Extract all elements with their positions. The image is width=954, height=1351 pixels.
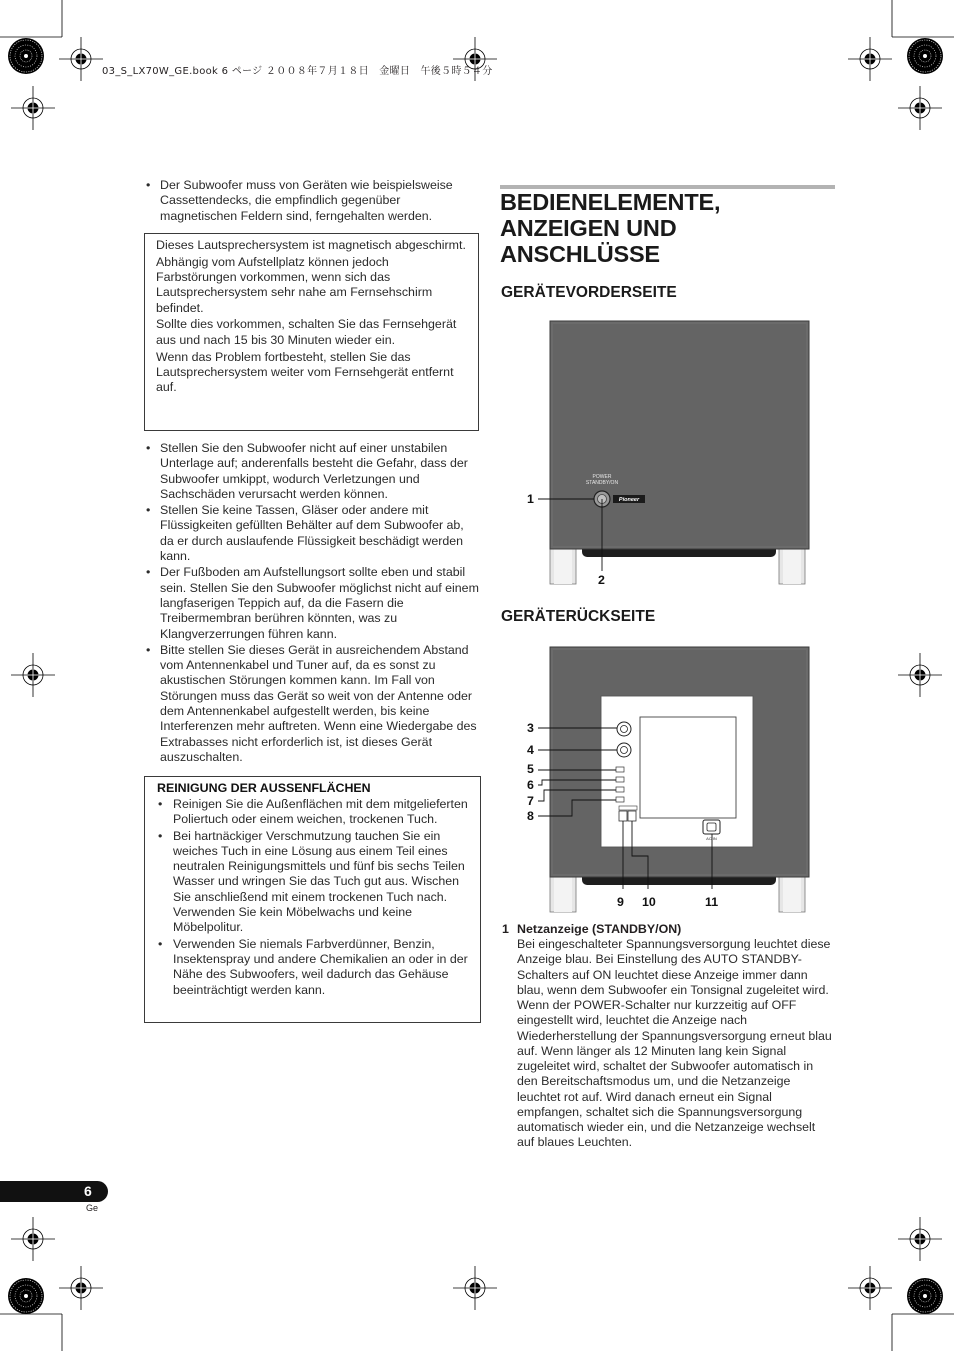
callout-11: 11 bbox=[705, 895, 719, 909]
callout-5: 5 bbox=[527, 762, 534, 776]
notice-box bbox=[144, 233, 479, 431]
standby-label: STANDBY/ON bbox=[585, 480, 619, 486]
callout-6: 6 bbox=[527, 778, 534, 792]
registration-crossmark bbox=[848, 37, 892, 81]
file-header: 03_S_LX70W_GE.book 6 ページ ２００８年７月１８日 金曜日 午後５時５４分 bbox=[102, 66, 493, 77]
registration-crossmark bbox=[848, 1266, 892, 1310]
registration-crossmark bbox=[898, 86, 942, 130]
starburst-mark bbox=[8, 1278, 44, 1314]
description-title: Netzanzeige (STANDBY/ON) bbox=[517, 922, 682, 936]
notice-paragraph: Dieses Lautsprechersystem ist magnetisch abgeschirmt. bbox=[156, 238, 466, 252]
registration-crossmark bbox=[898, 1217, 942, 1261]
registration-crossmark bbox=[898, 653, 942, 697]
callout-7: 7 bbox=[527, 794, 534, 808]
bullet-item: • Stellen Sie den Subwoofer nicht auf einer unstabilen Unterlage auf; anderenfalls besteht die Gefahr, dass der Subwoofer umkippt, wodurch Verletzungen und Sachschäden verursacht werden können. bbox=[144, 441, 480, 502]
knob-3[interactable] bbox=[617, 722, 631, 736]
page-title-line: BEDIENELEMENTE, bbox=[500, 189, 721, 215]
bullet-item: • Bei hartnäckiger Verschmutzung tauchen Sie ein weiches Tuch in eine Lösung aus einem Teil eines neutralen Reinigungsmittels und fünf bis sechs Teilen Wasser und wringen Sie das Tuch gut aus. Wischen Sie anschließend mit einem trockenen Tuch nach. Verwenden Sie kein Möbelwachs und keine Möbelpolitur. bbox=[155, 829, 470, 936]
starburst-mark bbox=[907, 38, 943, 74]
rear-view-illustration bbox=[520, 644, 820, 916]
front-view-illustration bbox=[520, 318, 820, 590]
description-number: 1 bbox=[502, 922, 509, 936]
notice-paragraph: Wenn das Problem fortbesteht, stellen Sie das Lautsprechersystem weiter vom Fernsehgerät entfernt auf. bbox=[156, 349, 454, 395]
registration-crossmark bbox=[59, 1266, 103, 1310]
page-title-line: ANSCHLÜSSE bbox=[500, 241, 660, 267]
cleaning-box bbox=[144, 776, 481, 1023]
callout-3: 3 bbox=[527, 721, 534, 735]
input-jack-9[interactable] bbox=[619, 811, 627, 821]
knob-4[interactable] bbox=[617, 743, 631, 757]
cleaning-title: REINIGUNG DER AUSSENFLÄCHEN bbox=[157, 781, 371, 795]
callout-8: 8 bbox=[527, 809, 534, 823]
starburst-mark bbox=[907, 1278, 943, 1314]
ac-in-label: AC IN bbox=[706, 836, 717, 841]
power-label: POWER bbox=[592, 474, 612, 480]
notice-paragraph: Abhängig vom Aufstellplatz können jedoch Farbstörungen vorkommen, wenn sich das Lautsprechersystem sehr nahe am Fernsehschirm befindet. bbox=[156, 254, 433, 315]
input-jack-10[interactable] bbox=[628, 811, 636, 821]
bullet-item: • Bitte stellen Sie dieses Gerät in ausreichendem Abstand vom Antennenkabel und Tuner auf, da es sonst zu akustischen Störungen kommen kann. Im Fall von Störungen muss das Gerät so weit von der Antenne oder dem Antennenkabel aufgestellt werden, bis keine Interferenzen mehr auftreten. Wenn eine Wiedergabe des Extrabasses nicht erforderlich ist, ist dieses Gerät auszuschalten. bbox=[144, 643, 480, 765]
page-number: 6 bbox=[84, 1183, 92, 1199]
bullet-item: • Der Fußboden am Aufstellungsort sollte eben und stabil sein. Stellen Sie den Subwoofer möglichst nicht auf einem langfaserigen Teppich auf, da die Fasern die Treibermembran berühren könnten, was zu Klangverzerrungen führen kann. bbox=[144, 565, 480, 641]
registration-crossmark bbox=[11, 1217, 55, 1261]
switch-6[interactable] bbox=[616, 777, 624, 782]
bullet-list bbox=[144, 441, 480, 766]
rear-heading: GERÄTERÜCKSEITE bbox=[501, 608, 656, 625]
registration-crossmark bbox=[453, 1266, 497, 1310]
bullet-item: • Stellen Sie keine Tassen, Gläser oder andere mit Flüssigkeiten gefüllten Behälter auf dem Subwoofer ab, da er durch auslaufende Flüssigkeit beschädigt werden kann. bbox=[144, 503, 480, 564]
page-title-line: ANZEIGEN UND bbox=[500, 215, 677, 241]
page-language: Ge bbox=[86, 1203, 99, 1213]
callout-9: 9 bbox=[617, 895, 624, 909]
bullet-item: • Verwenden Sie niemals Farbverdünner, Benzin, Insektenspray und andere Chemikalien an oder in der Nähe des Subwoofers, weil dadurch das Gehäuse beeinträchtigt werden kann. bbox=[155, 937, 470, 998]
bullet-item: • Reinigen Sie die Außenflächen mit dem mitgelieferten Poliertuch oder einem weichen, trockenen Tuch. bbox=[155, 797, 470, 828]
registration-crossmark bbox=[59, 37, 103, 81]
bullet-top bbox=[144, 178, 480, 225]
front-heading: GERÄTEVORDERSEITE bbox=[501, 284, 677, 301]
svg-text:Pioneer: Pioneer bbox=[618, 497, 640, 503]
notice-paragraph: Sollte dies vorkommen, schalten Sie das Fernsehgerät aus und nach 15 bis 30 Minuten wieder ein. bbox=[156, 317, 457, 347]
registration-crossmark bbox=[11, 86, 55, 130]
description-body: Bei eingeschalteter Spannungsversorgung leuchtet diese Anzeige blau. Bei Einstellung des AUTO STANDBY-Schalters auf ON leuchtet diese Anzeige immer dann blau, wenn dem Subwoofer ein Tonsignal zugeleitet wird. Wenn der POWER-Schalter nur kurzzeitig auf OFF eingestellt wird, leuchtet die Anzeige nach Wiederherstellung der Spannungsversorgung erneut blau auf. Wenn länger als 12 Minuten lang kein Signal zugeleitet wird, schaltet der Subwoofer automatisch in den Bereitschaftsmodus um, und die Netzanzeige leuchtet rot auf. Wird danach erneut ein Signal empfangen, schaltet sich die Spannungsversorgung automatisch wieder ein, und die Netzanzeige wechselt auf blaues Leuchten. bbox=[517, 937, 832, 1150]
callout-4: 4 bbox=[527, 743, 534, 757]
starburst-mark bbox=[8, 38, 44, 74]
callout-2: 2 bbox=[598, 573, 605, 587]
registration-crossmark bbox=[11, 653, 55, 697]
bullet-item: • Der Subwoofer muss von Geräten wie beispielsweise Cassettendecks, die empfindlich gegenüber magnetischen Feldern sind, ferngehalten werden. bbox=[144, 178, 480, 224]
switch-8[interactable] bbox=[616, 797, 624, 802]
callout-10: 10 bbox=[642, 895, 656, 909]
page-title bbox=[500, 189, 720, 267]
switch-7[interactable] bbox=[616, 787, 624, 792]
switch-5[interactable] bbox=[616, 767, 624, 772]
callout-1: 1 bbox=[527, 492, 534, 506]
